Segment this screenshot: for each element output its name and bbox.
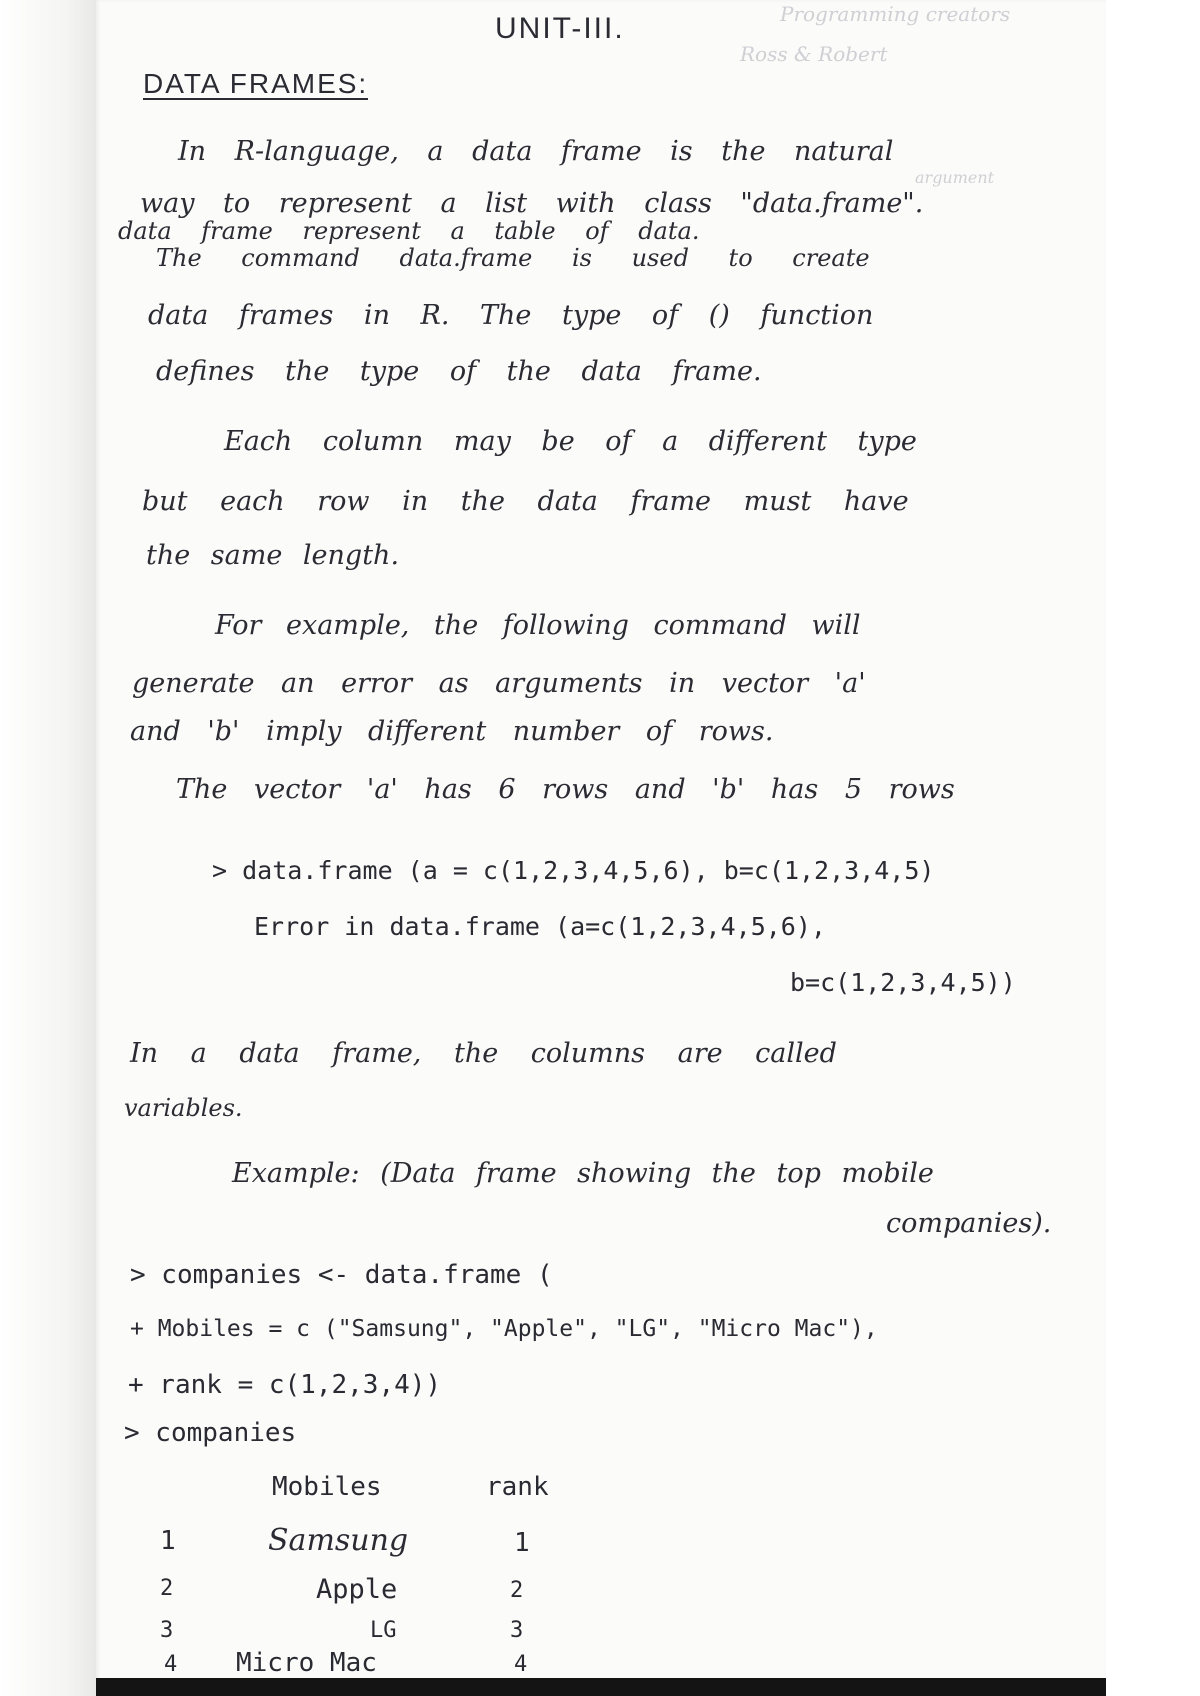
para3-line3: and 'b' imply different number of rows. (130, 716, 774, 747)
para3-line1: For example, the following command will (215, 610, 861, 641)
example-line2: companies). (886, 1208, 1052, 1239)
para2-line3: the same length. (146, 540, 400, 571)
table-row-rank: 3 (510, 1618, 524, 1643)
para1-line2: way to represent a list with class "data.frame". (140, 188, 924, 219)
table-row-rank: 1 (514, 1528, 530, 1558)
table-row-mobile: Micro Mac (236, 1648, 377, 1678)
unit-title: UNIT-III. (495, 12, 625, 45)
table-row-mobile: LG (370, 1618, 397, 1643)
code1-command: > data.frame (a = c(1,2,3,4,5,6), b=c(1,2,3,4,5) (212, 856, 935, 885)
code1-error-line2: b=c(1,2,3,4,5)) (790, 968, 1016, 997)
para2-line1: Each column may be of a different type (224, 426, 917, 457)
para1-line1: In R-language, a data frame is the natural (178, 136, 894, 167)
para1-superscript: argument (915, 168, 995, 187)
table-row-index: 2 (160, 1576, 174, 1601)
para1-line6: defines the type of the data frame. (156, 356, 762, 387)
para1-line3: data frame represent a table of data. (118, 217, 700, 245)
faint-note-top: Programming creators (780, 2, 1011, 26)
page-gutter (0, 0, 96, 1696)
table-row-mobile: Samsung (268, 1523, 409, 1558)
example-line1: Example: (Data frame showing the top mobile (232, 1158, 934, 1189)
table-row-rank: 4 (514, 1652, 528, 1677)
table-row-mobile: Apple (316, 1574, 398, 1605)
para1-line5: data frames in R. The type of () function (148, 300, 874, 331)
code2-line1: > companies <- data.frame ( (130, 1260, 553, 1290)
faint-note-sub: Ross & Robert (740, 42, 888, 66)
code2-line4: > companies (124, 1418, 297, 1448)
section-heading: DATA FRAMES: (143, 68, 369, 99)
code1-error-line1: Error in data.frame (a=c(1,2,3,4,5,6), (254, 912, 826, 941)
table-row-rank: 2 (510, 1578, 524, 1603)
para2-line2: but each row in the data frame must have (142, 486, 909, 517)
code2-line2: + Mobiles = c ("Samsung", "Apple", "LG", "Micro Mac"), (130, 1316, 878, 1342)
page-bottom-edge (96, 1678, 1106, 1696)
para4-line1: In a data frame, the columns are called (130, 1038, 837, 1069)
para1-line4: The command data.frame is used to create (156, 244, 870, 272)
code2-line3: + rank = c(1,2,3,4)) (128, 1370, 442, 1400)
table-header-mobiles: Mobiles (272, 1472, 382, 1502)
table-row-index: 1 (160, 1526, 176, 1556)
table-row-index: 4 (164, 1652, 178, 1677)
table-header-rank: rank (486, 1472, 549, 1502)
para3-line4: The vector 'a' has 6 rows and 'b' has 5 rows (176, 774, 955, 805)
table-row-index: 3 (160, 1618, 174, 1643)
para3-line2: generate an error as arguments in vector 'a' (132, 668, 866, 699)
para4-line2: variables. (124, 1094, 243, 1122)
